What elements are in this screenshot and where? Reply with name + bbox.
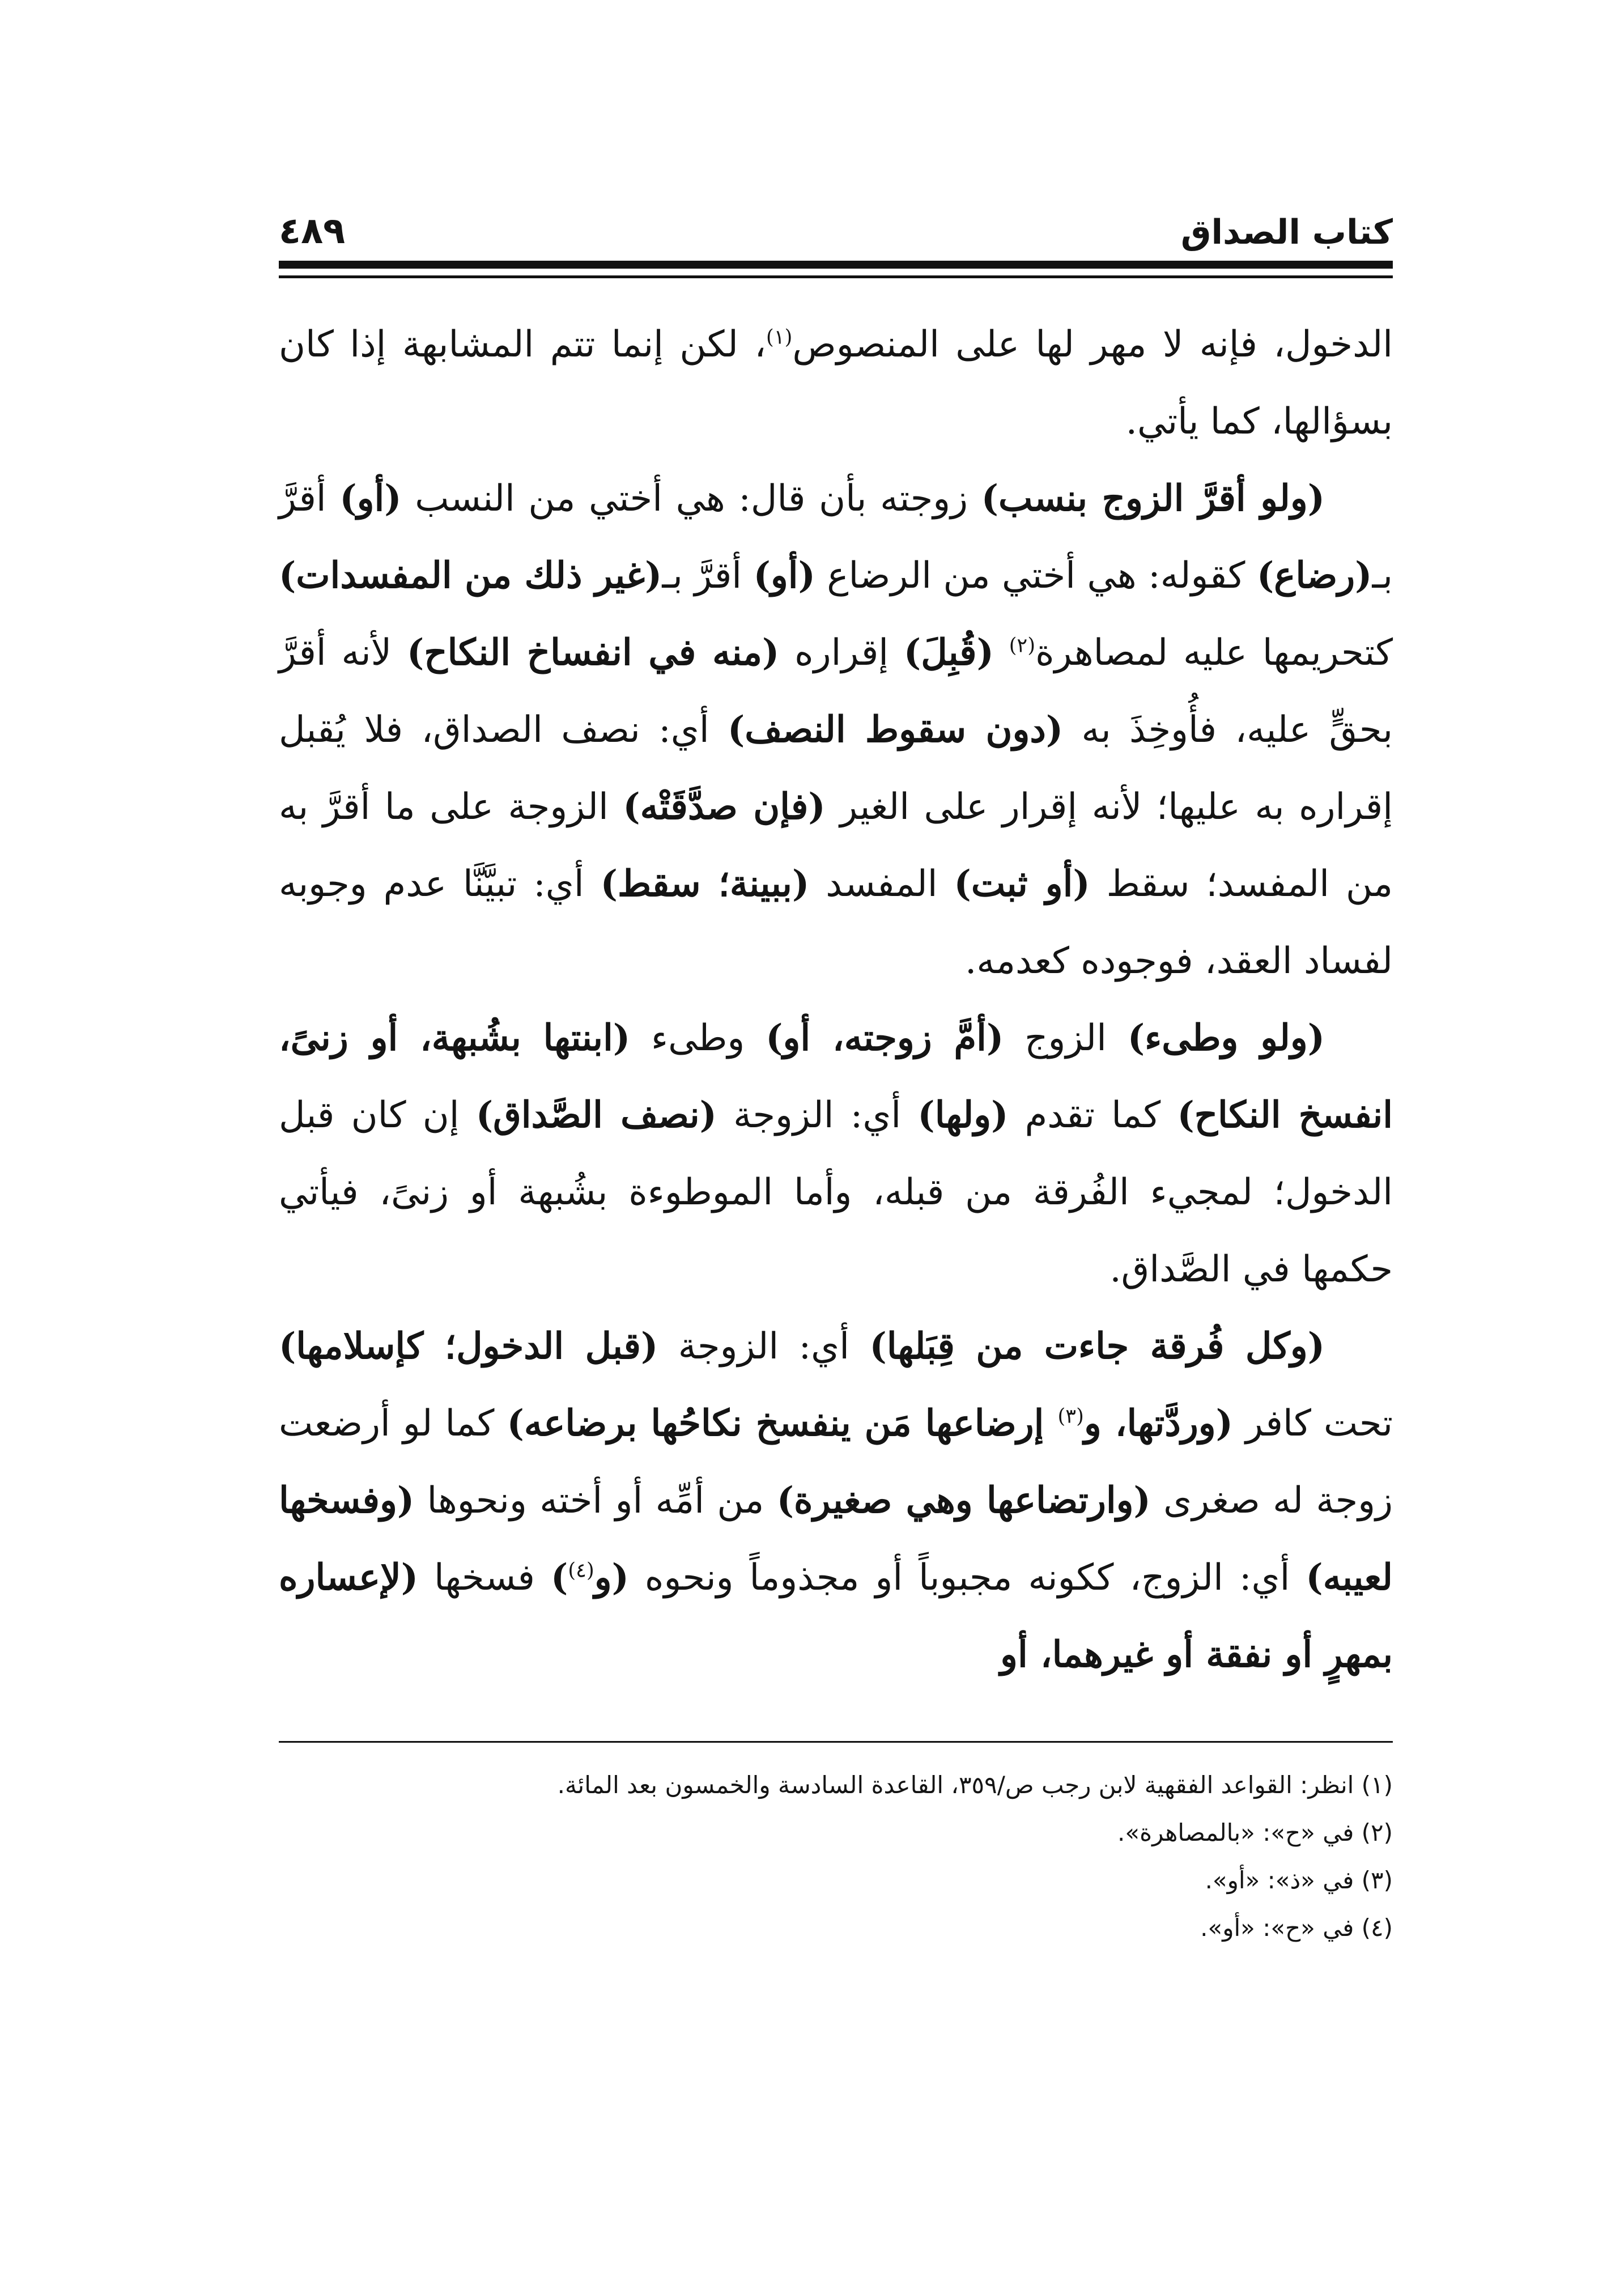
text-run: أي: الزوجة [716, 1094, 918, 1136]
footnote-separator [279, 1741, 1393, 1743]
footnote-ref: (٢) [1009, 634, 1036, 657]
matn-run: (ابنتها بشُبهة، أو زنىً، انفسخ النكاح) [279, 1017, 1393, 1136]
matn-run: (ولو وطىء) [1127, 1017, 1325, 1059]
paragraph-4 [279, 1308, 1393, 1693]
matn-run: (وكل فُرقة جاءت من قِبَلها) [869, 1325, 1325, 1368]
matn-run: (ببينة؛ سقط) [600, 863, 810, 905]
text-run: تحت كافر [1232, 1403, 1393, 1445]
footnote-ref: (١) [766, 325, 793, 349]
matn-run: (فإن صدَّقَتْه) [623, 785, 826, 828]
matn-run: إرضاعها مَن ينفسخ نكاحُها برضاعه) [507, 1402, 1058, 1445]
footnote-1: (١) انظر: القواعد الفقهية لابن رجب ص/٣٥٩، القاعدة السادسة والخمسون بعد المائة. [557, 1771, 1393, 1799]
main-text [279, 306, 1393, 1693]
text-run: زوجته بأن قال: هي أختي من النسب [401, 478, 981, 520]
text-run: أقرَّ بـ [662, 555, 754, 597]
text-run: الزوجة على ما أقرَّ به من المفسد؛ سقط [279, 786, 1393, 905]
paragraph-1 [279, 306, 1393, 460]
footnote-4: (٤) في «ح»: «أو». [1200, 1914, 1393, 1942]
text-run: كما لو أرضعت زوجة له صغرى [279, 1403, 1393, 1522]
matn-run: (قبل الدخول؛ كإسلامها) [279, 1325, 658, 1368]
matn-run: (أو ثبت) [954, 863, 1090, 905]
matn-run: (قُبِلَ) [903, 631, 994, 674]
matn-run: (ولو أقرَّ الزوج بنسب) [981, 477, 1325, 520]
matn-run: (و [594, 1556, 629, 1599]
footnotes [279, 1761, 1393, 1952]
text-run [994, 632, 1009, 674]
footnote-ref: (٤) [568, 1559, 594, 1582]
matn-run: (دون سقوط النصف) [728, 708, 1064, 751]
footnote-3: (٣) في «ذ»: «أو». [1205, 1866, 1393, 1894]
text-run: إن كان قبل الدخول؛ لمجيء الفُرقة من قبله، وأما الموطوءة بشُبهة أو زنىً، فيأتي حكمها في الصَّداق. [279, 1094, 1393, 1290]
page-number: ٤٨٩ [279, 210, 346, 252]
text-run: كما تقدم [1008, 1094, 1177, 1136]
text-run: المفسد [809, 863, 954, 905]
matn-run: (أمَّ زوجته، أو) [766, 1017, 1004, 1059]
matn-run: (وارتضاعها وهي صغيرة) [776, 1479, 1151, 1522]
text-run: فسخها [418, 1557, 551, 1599]
matn-run: (أو) [339, 477, 402, 520]
header-rule-thick [279, 261, 1393, 269]
paragraph-2 [279, 460, 1393, 1000]
text-run: أي: تبيَّنَّا عدم وجوبه لفساد العقد، فوجوده كعدمه. [279, 863, 1393, 982]
text-run: الدخول، فإنه لا مهر لها على المنصوص [792, 324, 1393, 366]
footnote-ref: (٣) [1057, 1404, 1084, 1428]
page-header [279, 201, 1393, 252]
paragraph-3 [279, 1000, 1393, 1308]
matn-run: (أو) [753, 554, 815, 597]
footnote-2: (٢) في «ح»: «بالمصاهرة». [1117, 1819, 1393, 1846]
text-run: أي: الزوجة [658, 1326, 870, 1368]
matn-run: (وفسخها لعيبه) [279, 1479, 1393, 1599]
text-run: الزوج [1004, 1017, 1128, 1059]
matn-run: (غير ذلك من المفسدات) [279, 554, 662, 597]
text-run: أي: نصف الصداق، فلا يُقبل إقراره به عليها؛ لأنه إقرار على الغير [279, 709, 1393, 828]
text-run: لأنه أقرَّ بحقٍّ عليه، فأُوخِذَ به [279, 632, 1393, 751]
book-title: كتاب الصداق [1180, 213, 1393, 252]
text-run: أقرَّ بـ [279, 478, 1393, 597]
matn-run: (ولها) [917, 1094, 1009, 1136]
matn-run: (وردَّتها، و [1083, 1402, 1233, 1445]
text-run: وطىء [630, 1017, 766, 1059]
text-run: كقوله: هي أختي من الرضاع [815, 555, 1257, 597]
matn-run: ) [551, 1556, 568, 1599]
matn-run: (نصف الصَّداق) [475, 1094, 717, 1136]
matn-run: (لإعساره بمهرٍ أو نفقة أو غيرهما، أو [279, 1556, 1393, 1676]
text-run: أي: الزوج، ككونه مجبوباً أو مجذوماً ونحوه [628, 1557, 1306, 1599]
matn-run: (رضاع) [1256, 554, 1372, 597]
header-rule-thin [279, 275, 1393, 278]
text-run: ، لكن إنما تتم المشابهة إذا كان بسؤالها، كما يأتي. [279, 324, 1393, 443]
matn-run: (منه في انفساخ النكاح) [406, 631, 780, 674]
text-run: كتحريمها عليه لمصاهرة [1035, 632, 1393, 674]
text-run: من أمِّه أو أخته ونحوها [414, 1480, 777, 1522]
text-run: إقراره [779, 632, 904, 674]
